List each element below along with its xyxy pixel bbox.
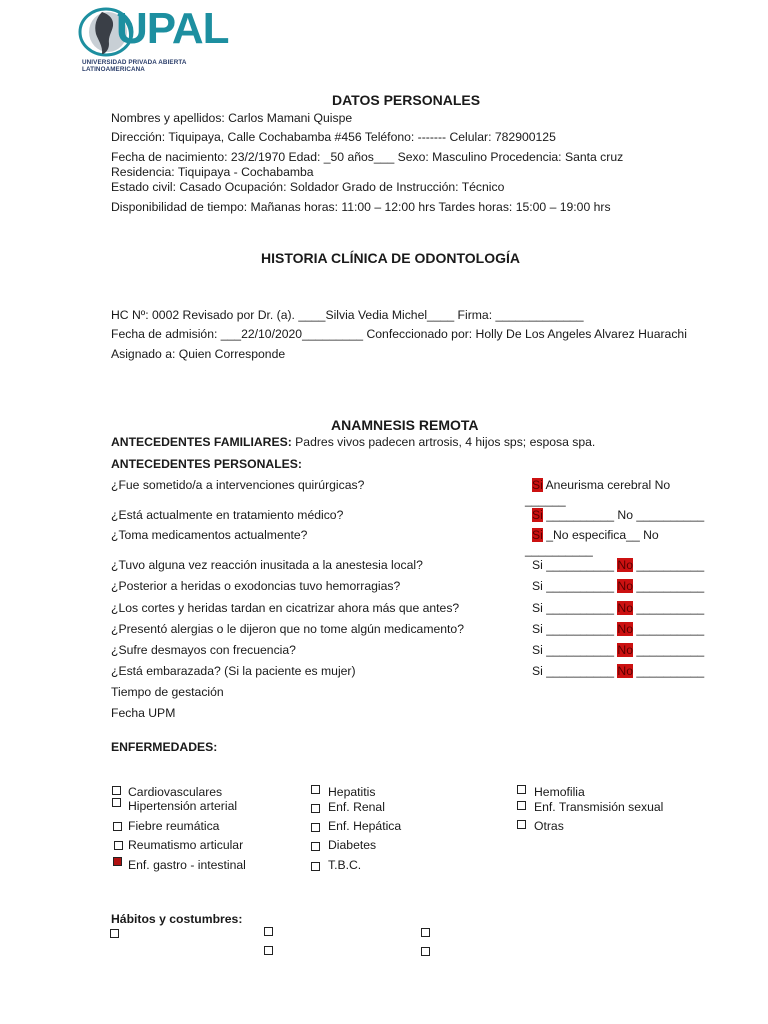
checkbox-habito-1[interactable]	[110, 929, 119, 938]
admision-line: Fecha de admisión: ___22/10/2020_________ Confeccionado por: Holly De Los Angeles Alvarez Huarachi	[111, 327, 687, 341]
no-mark: No	[617, 664, 633, 678]
checkbox-hemofilia[interactable]	[517, 785, 526, 794]
no-mark: No	[617, 643, 633, 657]
checkbox-hepatitis[interactable]	[311, 785, 320, 794]
checkbox-reumatismo[interactable]	[114, 841, 123, 850]
si-mark: Si	[532, 508, 543, 522]
no-mark: No	[617, 622, 633, 636]
anamnesis-title: ANAMNESIS REMOTA	[331, 417, 479, 433]
asignado-line: Asignado a: Quien Corresponde	[111, 347, 286, 361]
antecedentes-familiares	[111, 435, 595, 450]
checkbox-cardiovasculares[interactable]	[112, 786, 121, 795]
label-gastro-intestinal: Enf. gastro - intestinal	[128, 858, 246, 872]
estado-civil-line: Estado civil: Casado Ocupación: Soldador Grado de Instrucción: Técnico	[111, 180, 505, 194]
no-mark: No	[617, 558, 633, 572]
answer-medicamentos-underline: __________	[525, 543, 593, 557]
answer-si: Si __________	[532, 558, 618, 572]
question-cirugias: ¿Fue sometido/a a intervenciones quirúrgicas?	[111, 478, 365, 492]
hc-line: HC Nº: 0002 Revisado por Dr. (a). ____Silvia Vedia Michel____ Firma: _____________	[111, 308, 584, 322]
checkbox-fiebre-reumatica[interactable]	[113, 822, 122, 831]
si-mark: Si	[532, 528, 543, 542]
familiares-value: Padres vivos padecen artrosis, 4 hijos sps; esposa spa.	[291, 435, 596, 449]
label-hipertension: Hipertensión arterial	[128, 799, 238, 813]
answer-tail: __________	[632, 622, 705, 636]
checkbox-diabetes[interactable]	[311, 842, 320, 851]
answer-si: Si __________	[532, 643, 618, 657]
label-enf-renal: Enf. Renal	[328, 800, 385, 814]
label-diabetes: Diabetes	[328, 838, 377, 852]
answer-tratamiento	[532, 508, 704, 523]
historia-title: HISTORIA CLÍNICA DE ODONTOLOGÍA	[261, 250, 521, 266]
question-cicatrizar: ¿Los cortes y heridas tardan en cicatrizar ahora más que antes?	[111, 601, 460, 615]
label-fiebre-reumatica: Fiebre reumática	[128, 819, 220, 833]
answer-cirugias-underline: ______	[525, 493, 566, 507]
logo-subtitle: UNIVERSIDAD PRIVADA ABIERTA LATINOAMERICANA	[82, 59, 187, 73]
answer-tail: __________	[632, 558, 705, 572]
checkbox-gastro-intestinal[interactable]	[113, 857, 122, 866]
fecha-upm: Fecha UPM	[111, 706, 176, 720]
label-hemofilia: Hemofilia	[534, 785, 585, 799]
answer-tail: __________	[632, 601, 705, 615]
label-otras: Otras	[534, 819, 564, 833]
answer-anestesia	[532, 558, 704, 573]
answer-cirugias-rest: Aneurisma cerebral No	[542, 478, 671, 492]
nacimiento-line: Fecha de nacimiento: 23/2/1970 Edad: _50 años___ Sexo: Masculino Procedencia: Santa cruz	[111, 150, 624, 164]
checkbox-hipertension[interactable]	[112, 798, 121, 807]
residencia-line: Residencia: Tiquipaya - Cochabamba	[111, 165, 314, 179]
no-mark: No	[617, 601, 633, 615]
label-hepatitis: Hepatitis	[328, 785, 376, 799]
label-tbc: T.B.C.	[328, 858, 362, 872]
question-medicamentos: ¿Toma medicamentos actualmente?	[111, 528, 308, 542]
no-mark: No	[617, 579, 633, 593]
label-enf-hepatica: Enf. Hepática	[328, 819, 402, 833]
answer-cirugias	[532, 478, 670, 493]
answer-si: Si __________	[532, 601, 618, 615]
checkbox-habito-3[interactable]	[421, 928, 430, 937]
datos-personales-title: DATOS PERSONALES	[332, 92, 481, 108]
nombres-line: Nombres y apellidos: Carlos Mamani Quispe	[111, 111, 353, 125]
answer-medicamentos	[532, 528, 659, 543]
direccion-line: Dirección: Tiquipaya, Calle Cochabamba #456 Teléfono: ------- Celular: 782900125	[111, 130, 556, 144]
answer-si: Si __________	[532, 622, 618, 636]
answer-si: Si __________	[532, 579, 618, 593]
label-enf-transmision: Enf. Transmisión sexual	[534, 800, 664, 814]
checkbox-enf-transmision[interactable]	[517, 801, 526, 810]
question-alergias: ¿Presentó alergias o le dijeron que no tome algún medicamento?	[111, 622, 464, 636]
familiares-label: ANTECEDENTES FAMILIARES:	[111, 435, 292, 449]
enfermedades-title: ENFERMEDADES:	[111, 740, 218, 754]
checkbox-otras[interactable]	[517, 820, 526, 829]
answer-tail: __________	[632, 643, 705, 657]
label-reumatismo: Reumatismo articular	[128, 838, 244, 852]
question-anestesia: ¿Tuvo alguna vez reacción inusitada a la anestesia local?	[111, 558, 423, 572]
checkbox-enf-hepatica[interactable]	[311, 823, 320, 832]
si-mark: Si	[532, 478, 543, 492]
checkbox-tbc[interactable]	[311, 862, 320, 871]
logo-wordmark: UPAL	[116, 4, 229, 53]
answer-hemorragias	[532, 579, 704, 594]
answer-embarazada	[532, 664, 704, 679]
question-embarazada: ¿Está embarazada? (Si la paciente es mujer)	[111, 664, 356, 678]
label-cardiovasculares: Cardiovasculares	[128, 785, 223, 799]
checkbox-habito-2[interactable]	[264, 927, 273, 936]
question-tratamiento: ¿Está actualmente en tratamiento médico?	[111, 508, 344, 522]
question-hemorragias: ¿Posterior a heridas o exodoncias tuvo hemorragias?	[111, 579, 401, 593]
antecedentes-personales-label: ANTECEDENTES PERSONALES:	[111, 457, 302, 471]
answer-si: Si __________	[532, 664, 618, 678]
answer-desmayos	[532, 643, 704, 658]
checkbox-habito-5[interactable]	[421, 947, 430, 956]
answer-tail: __________	[632, 579, 705, 593]
answer-cicatrizar	[532, 601, 704, 616]
question-desmayos: ¿Sufre desmayos con frecuencia?	[111, 643, 296, 657]
tiempo-gestacion: Tiempo de gestación	[111, 685, 224, 699]
logo	[78, 4, 248, 72]
answer-tratamiento-rest: __________ No __________	[542, 508, 705, 522]
checkbox-enf-renal[interactable]	[311, 804, 320, 813]
answer-medicamentos-rest: _No especifica__ No	[542, 528, 659, 542]
answer-tail: __________	[632, 664, 705, 678]
answer-alergias	[532, 622, 704, 637]
checkbox-habito-4[interactable]	[264, 946, 273, 955]
habitos-title: Hábitos y costumbres:	[111, 912, 243, 926]
disponibilidad-line: Disponibilidad de tiempo: Mañanas horas: 11:00 – 12:00 hrs Tardes horas: 15:00 – 19:00 hrs	[111, 200, 611, 214]
